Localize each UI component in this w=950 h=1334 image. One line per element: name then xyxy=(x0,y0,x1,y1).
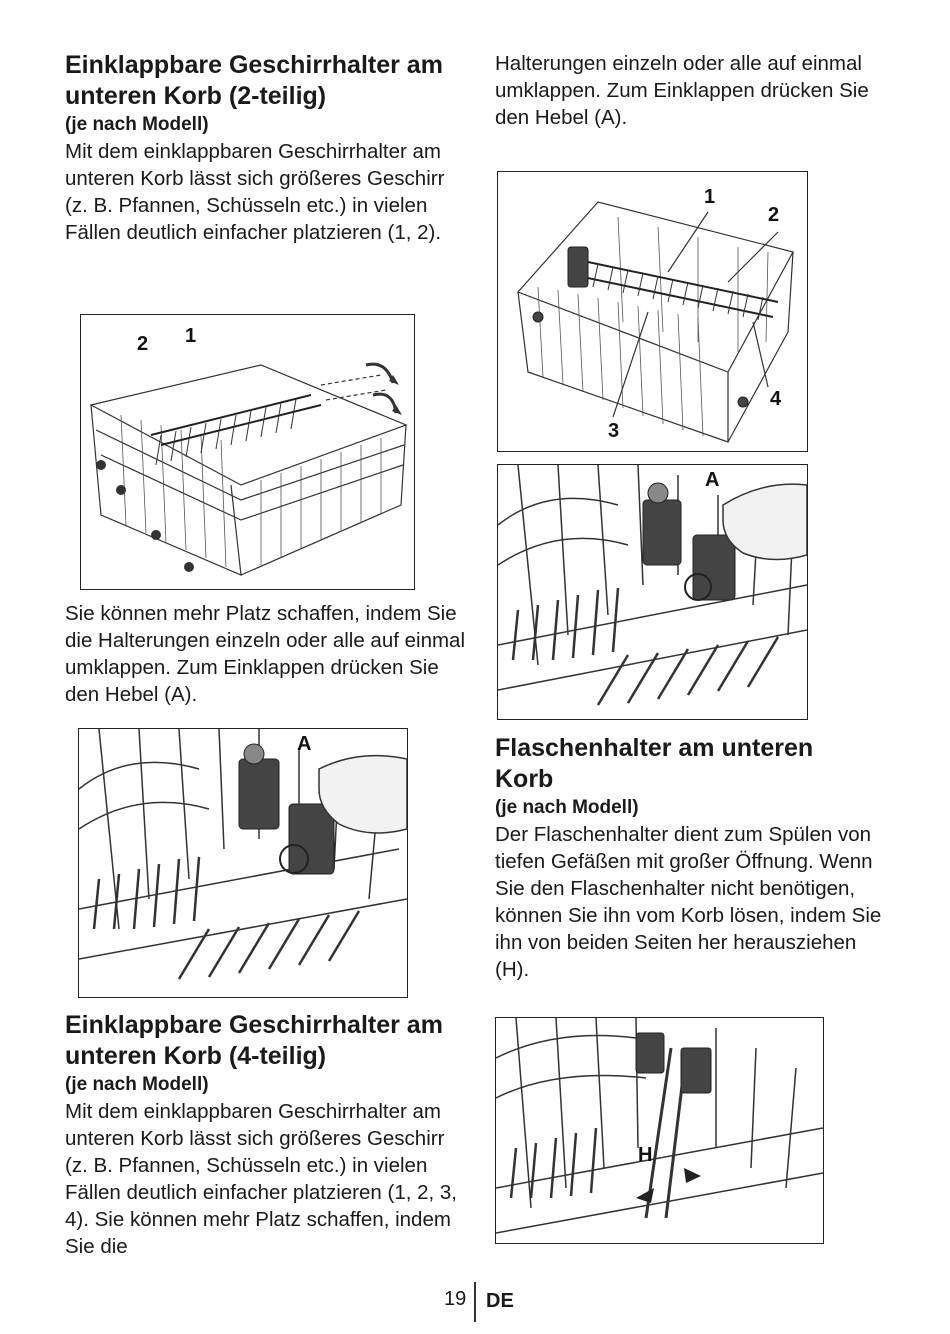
section3-text: Der Flaschenhalter dient zum Spülen von tiefen Gefäßen mit großer Öffnung. Wenn Sie den Flaschenhalter nicht benötigen, können Sie ihn vom Korb lösen, indem Sie ihn von beiden Seiten her herausziehen (H). xyxy=(495,823,882,981)
page-footer xyxy=(430,1282,550,1322)
figure3-label-4: 4 xyxy=(770,388,782,410)
figure3-label-3: 3 xyxy=(608,420,620,442)
figure5-label-h: H xyxy=(638,1144,653,1166)
figure4-label-a: A xyxy=(705,469,720,491)
section1-text2: Sie können mehr Platz schaffen, indem Sie die Halterungen einzeln oder alle auf einmal umklappen. Zum Einklappen drücken Sie den Hebel (A). xyxy=(65,602,466,706)
basket-illustration xyxy=(81,315,414,589)
section2-title: Einklappbare Geschirrhalter am unteren Korb (4-teilig) xyxy=(65,1011,443,1070)
right-column xyxy=(495,50,895,131)
section1-text: Mit dem einklappbaren Geschirrhalter am unteren Korb lässt sich größeres Geschirr (z. B. Pfannen, Schüsseln etc.) in vielen Fällen deutlich einfacher platzieren (1, 2). xyxy=(65,140,445,244)
figure-basket-4-part xyxy=(497,171,808,452)
basket-4-illustration xyxy=(498,172,807,451)
page-number: 19 xyxy=(444,1288,467,1310)
section2-model-note: (je nach Modell) xyxy=(65,1074,209,1095)
section3-model-note: (je nach Modell) xyxy=(495,797,639,818)
figure3-label-1: 1 xyxy=(704,186,716,208)
figure-basket-2-part xyxy=(80,314,415,590)
section1-text2-block xyxy=(65,600,465,708)
bottle-holder-illustration xyxy=(496,1018,823,1243)
figure-bottle-holder xyxy=(495,1017,824,1244)
section1-model-note: (je nach Modell) xyxy=(65,114,209,135)
section2-block xyxy=(65,1010,465,1260)
lever-right-illustration xyxy=(498,465,807,719)
figure2-label-a: A xyxy=(297,733,312,755)
right-continuation-text: Halterungen einzeln oder alle auf einmal umklappen. Zum Einklappen drücken Sie den Hebel (A). xyxy=(495,52,869,129)
section3-block xyxy=(495,733,895,983)
figure-lever-left xyxy=(78,728,408,998)
footer-divider xyxy=(474,1282,476,1322)
figure-lever-right xyxy=(497,464,808,720)
section1-title: Einklappbare Geschirrhalter am unteren Korb (2-teilig) xyxy=(65,51,443,110)
language-code: DE xyxy=(486,1290,514,1312)
figure3-label-2: 2 xyxy=(768,204,780,226)
section3-title: Flaschenhalter am unteren Korb xyxy=(495,734,814,793)
section2-text: Mit dem einklappbaren Geschirrhalter am unteren Korb lässt sich größeres Geschirr (z. B. Pfannen, Schüsseln etc.) in vielen Fällen deutlich einfacher platzieren (1, 2, 3, 4). Sie können mehr Platz schaffen, indem Sie die xyxy=(65,1100,458,1258)
lever-illustration xyxy=(79,729,407,997)
figure1-label-2: 2 xyxy=(137,333,149,355)
figure1-label-1: 1 xyxy=(185,325,197,347)
left-column xyxy=(65,50,465,246)
